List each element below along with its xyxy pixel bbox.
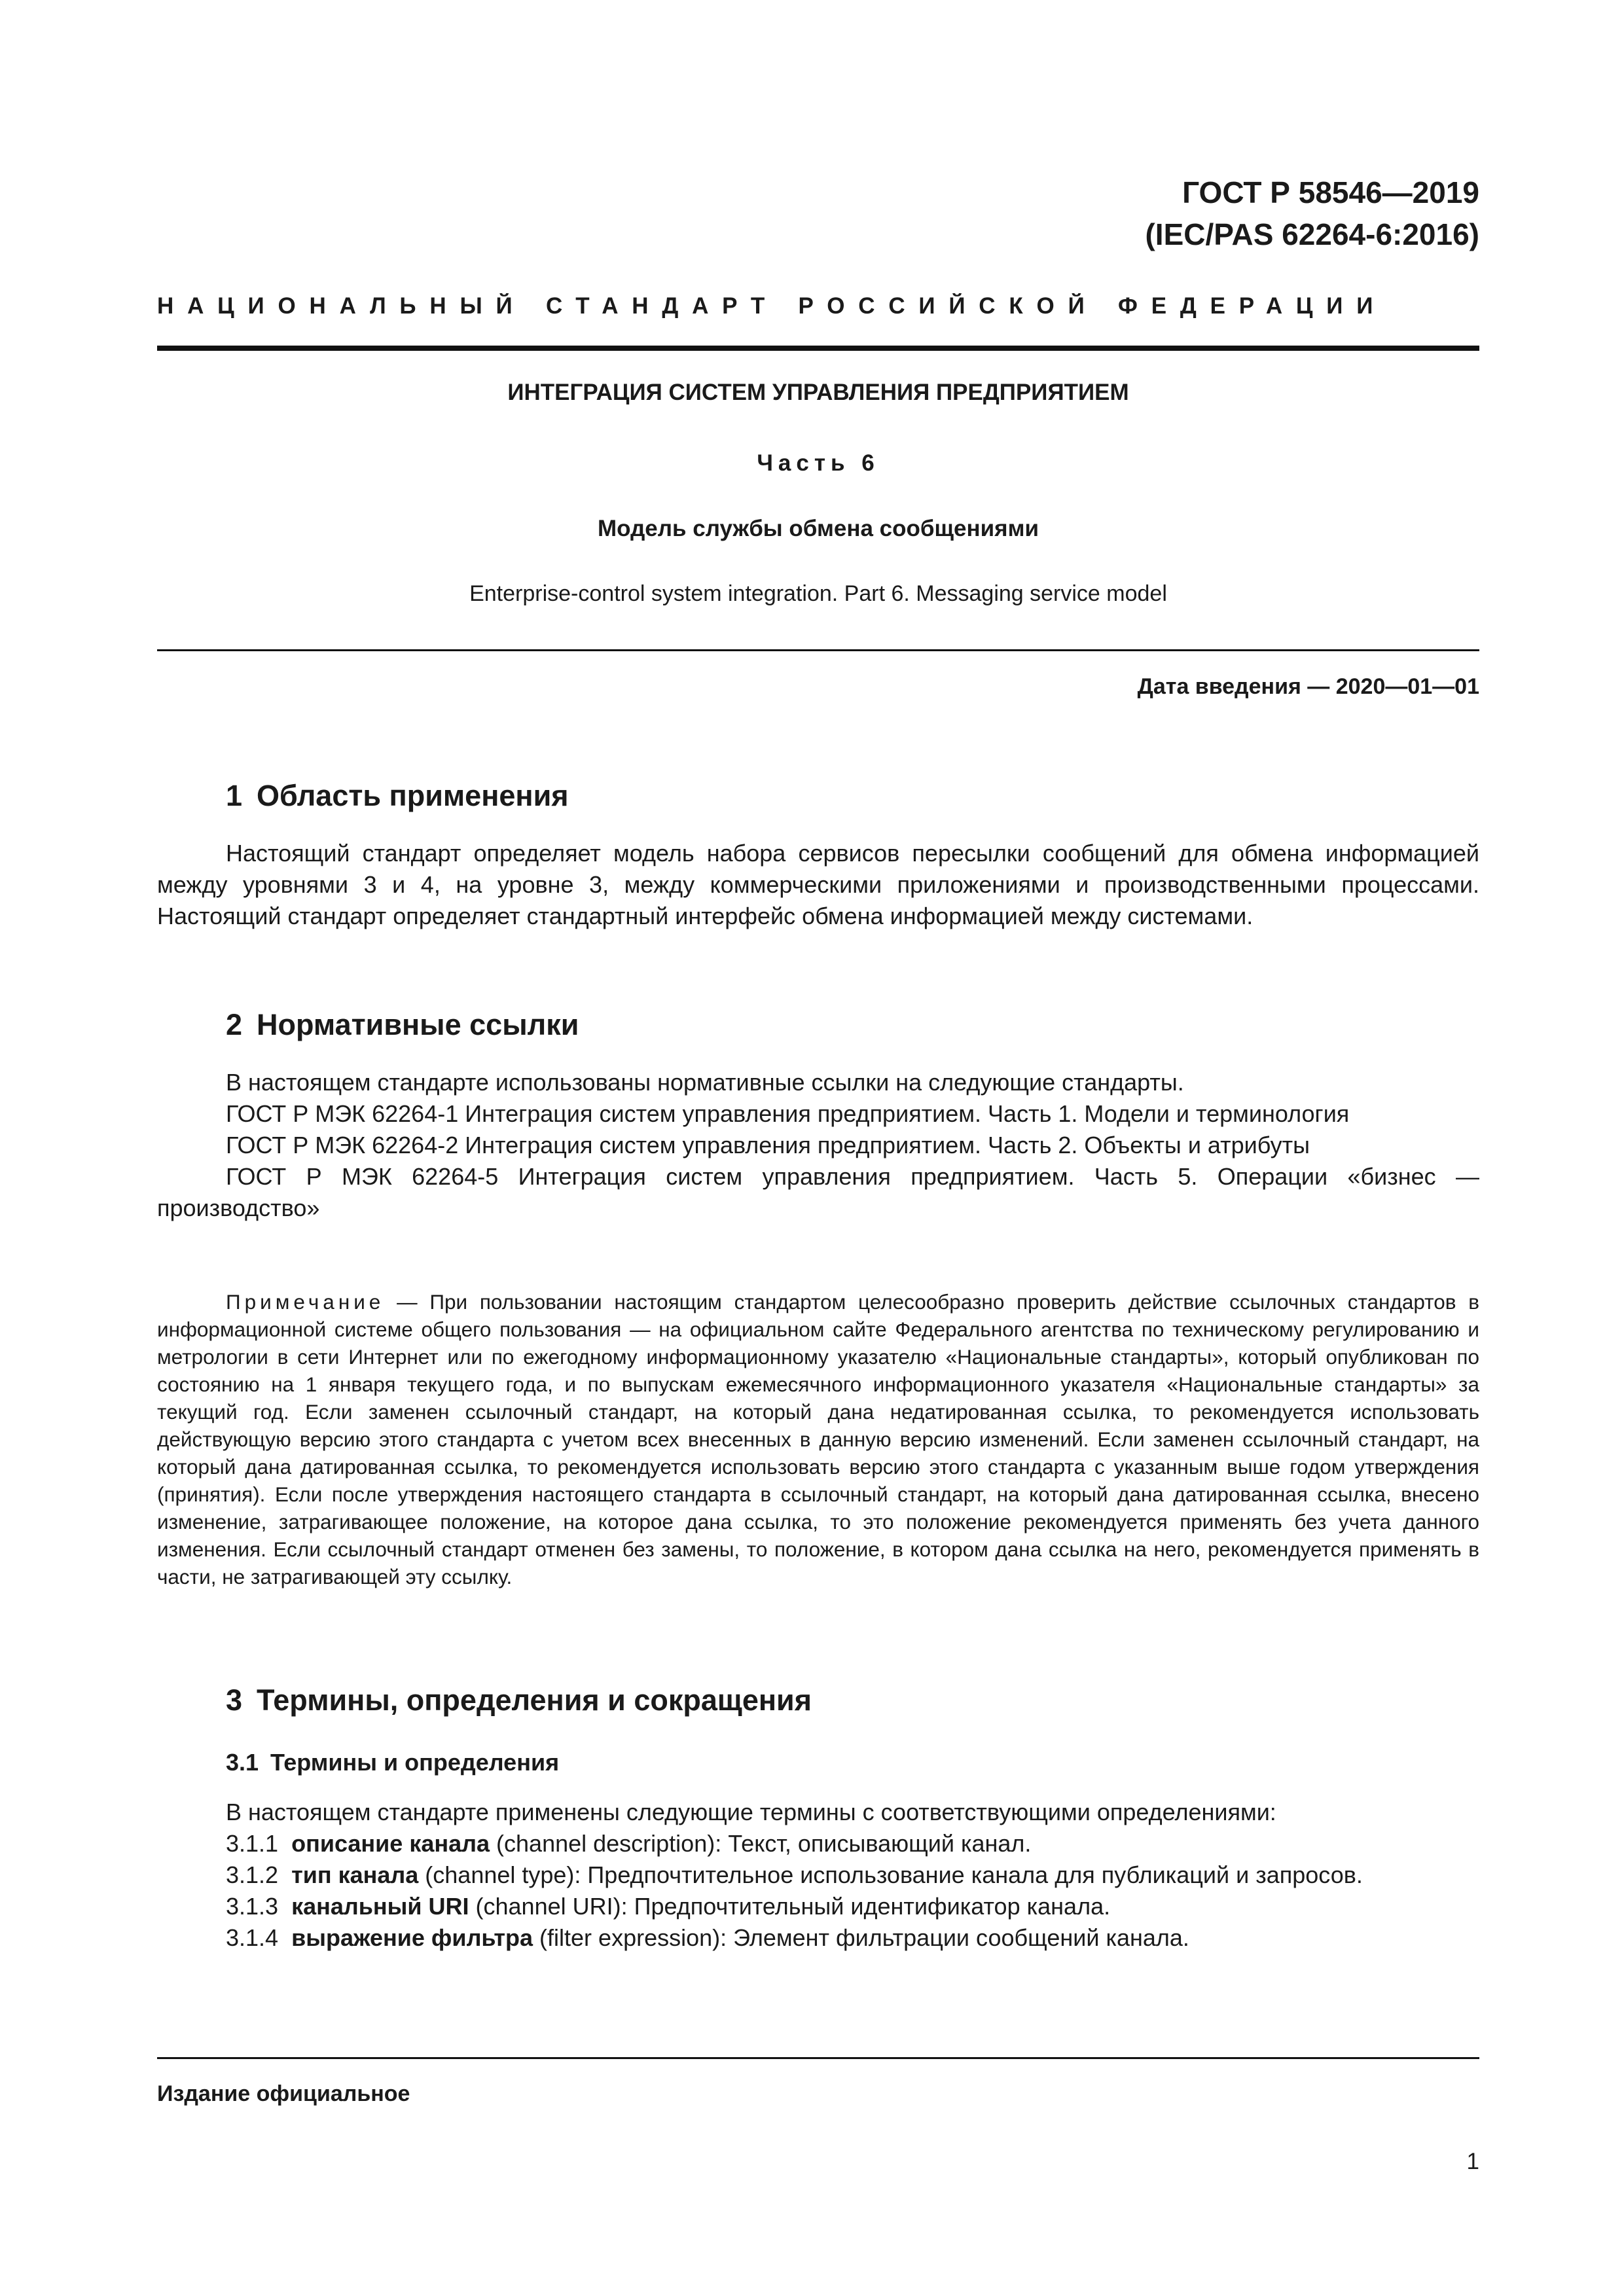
reference-item: ГОСТ Р МЭК 62264-2 Интеграция систем управления предприятием. Часть 2. Объекты и атрибуты [226,1132,1310,1158]
paragraph: В настоящем стандарте использованы нормативные ссылки на следующие стандарты. [226,1069,1184,1096]
iec-number: (IEC/PAS 62264-6:2016) [1145,217,1479,251]
document-subtitle: Модель службы обмена сообщениями [598,516,1039,541]
subsection-title: Термины и определения [270,1749,560,1776]
subsection-3-1-heading [226,1749,559,1776]
term-number: 3.1.2 [226,1861,279,1888]
reference-item: ГОСТ Р МЭК 62264-5 Интеграция систем управления предприятием. Часть 5. Операции «бизнес — производство» [157,1163,1479,1221]
subsection-number: 3.1 [226,1749,259,1776]
term-definition: (channel URI): Предпочтительный идентификатор канала. [469,1893,1111,1920]
note-paragraph [157,1288,1479,1590]
document-title: ИНТЕГРАЦИЯ СИСТЕМ УПРАВЛЕНИЯ ПРЕДПРИЯТИЕМ [507,380,1129,405]
term-name: описание канала [291,1830,490,1857]
term-entry [157,1859,1479,1891]
term-definition: (filter expression): Элемент фильтрации сообщений канала. [533,1924,1189,1951]
document-part: Часть 6 [757,450,880,476]
term-definition: (channel description): Текст, описывающий канал. [490,1830,1032,1857]
term-name: канальный URI [291,1893,469,1920]
standard-number-block [1145,171,1479,255]
reference-item: ГОСТ Р МЭК 62264-1 Интеграция систем управления предприятием. Часть 1. Модели и терминология [226,1100,1350,1127]
section-3-heading [226,1683,812,1717]
national-standard-title: НАЦИОНАЛЬНЫЙ СТАНДАРТ РОССИЙСКОЙ ФЕДЕРАЦИИ [157,293,1387,319]
term-entry [157,1828,1479,1859]
section-title: Область применения [257,779,569,812]
english-title: Enterprise-control system integration. Part 6. Messaging service model [469,581,1167,606]
edition-label: Издание официальное [157,2081,410,2106]
term-number: 3.1.4 [226,1924,279,1951]
page-number: 1 [1466,2149,1479,2174]
section-number: 1 [226,779,243,812]
section-number: 3 [226,1683,243,1717]
section-2-heading [226,1008,579,1042]
introduction-date: Дата введения — 2020—01—01 [1137,674,1479,699]
term-number: 3.1.1 [226,1830,279,1857]
term-entry [157,1891,1479,1922]
section-2-body [157,1067,1479,1224]
term-definition: (channel type): Предпочтительное использование канала для публикаций и запросов. [418,1861,1363,1888]
section-3-body [157,1797,1479,1954]
standard-number: ГОСТ Р 58546—2019 [1182,175,1479,209]
term-number: 3.1.3 [226,1893,279,1920]
term-name: тип канала [291,1861,419,1888]
paragraph: В настоящем стандарте применены следующие термины с соответствующими определениями: [226,1799,1276,1825]
term-entry [157,1922,1479,1954]
note-label: Примечание [226,1290,385,1314]
term-name: выражение фильтра [291,1924,533,1951]
title-rule [157,649,1479,651]
section-number: 2 [226,1008,243,1041]
footer-rule [157,2057,1479,2059]
note-text: — При пользовании настоящим стандартом целесообразно проверить действие ссылочных стандартов в информационной системе общего пользования — на официальном сайте Федерального агентства по техническому регулированию и метрологии в сети Интернет или по ежегодному информационному указателю «Национальные стандарты», который опубликован по состоянию на 1 января текущего года, и по выпускам ежемесячного информационного указателя «Национальные стандарты» за текущий год. Если заменен ссылочный стандарт, на который дана недатированная ссылка, то рекомендуется использовать действующую версию этого стандарта с учетом всех внесенных в данную версию изменений. Если заменен ссылочный стандарт, на который дана датированная ссылка, то рекомендуется использовать версию этого стандарта с указанным выше годом утверждения (принятия). Если после утверждения настоящего стандарта в ссылочный стандарт, на который дана датированная ссылка, внесено изменение, затрагивающее положение, на которое дана ссылка, то это положение рекомендуется применять без учета данного изменения. Если ссылочный стандарт отменен без замены, то положение, в котором дана ссылка на него, рекомендуется применять в части, не затрагивающей эту ссылку. [157,1290,1479,1588]
paragraph: Настоящий стандарт определяет модель набора сервисов пересылки сообщений для обмена информацией между уровнями 3 и 4, на уровне 3, между коммерческими приложениями и производственными процессами. Настоящий стандарт определяет стандартный интерфейс обмена информацией между системами. [157,840,1479,929]
note-block [157,1288,1479,1590]
section-title: Термины, определения и сокращения [257,1683,812,1717]
section-1-heading [226,779,569,813]
section-title: Нормативные ссылки [257,1008,579,1041]
section-1-body [157,838,1479,932]
document-page [157,0,1479,2296]
header-rule [157,346,1479,351]
